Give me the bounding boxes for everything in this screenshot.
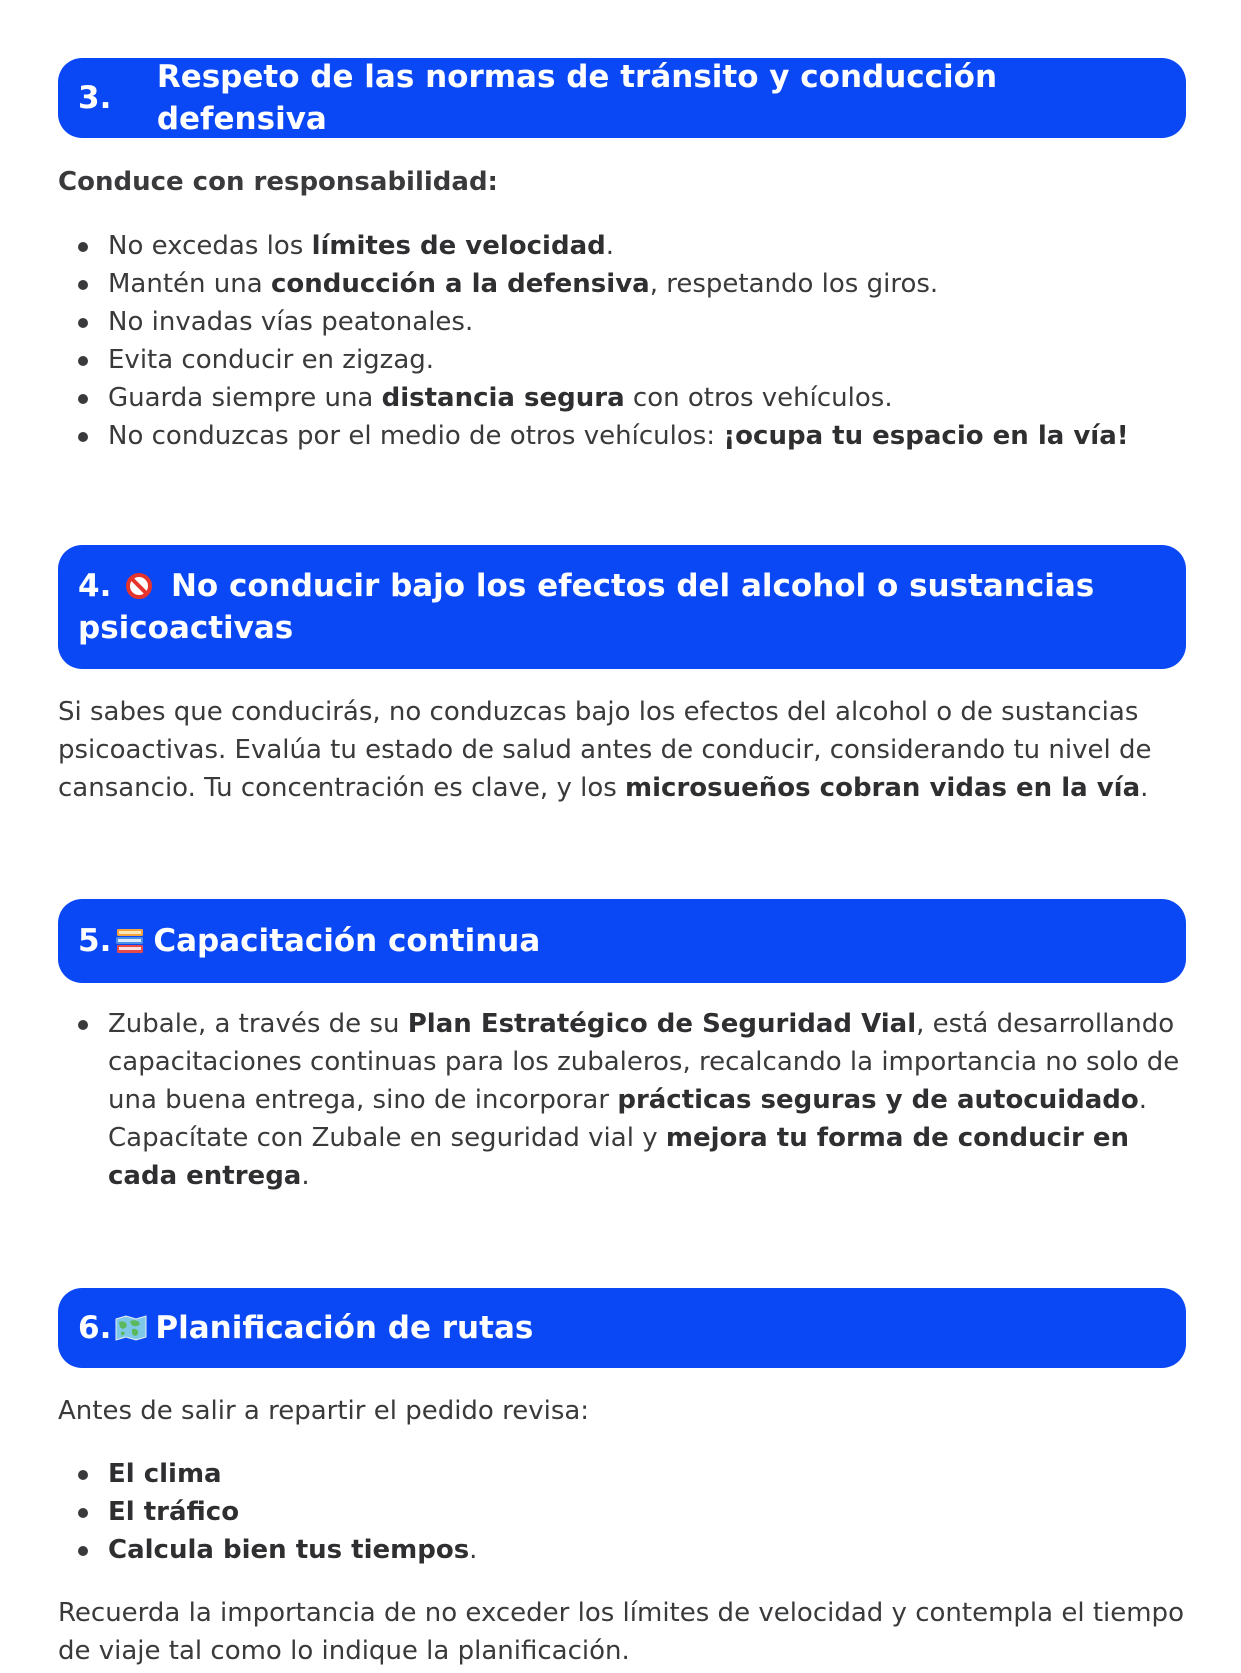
- section-5-title: Capacitación continua: [153, 923, 541, 959]
- section-5-number: 5.: [78, 923, 112, 959]
- section-5-header: [58, 899, 1186, 983]
- list-item: No invadas vías peatonales.: [58, 303, 1188, 341]
- section-6-list: [58, 1455, 1188, 1569]
- section-5-list: [58, 1005, 1188, 1195]
- books-icon: [115, 926, 145, 956]
- section-4-title-line2: psicoactivas: [78, 610, 294, 646]
- section-6-title: Planificación de rutas: [155, 1310, 534, 1346]
- section-3-number: 3.: [78, 80, 112, 116]
- no-entry-icon: [126, 573, 152, 599]
- list-item: Evita conducir en zigzag.: [58, 341, 1188, 379]
- section-3-list: [58, 227, 1188, 455]
- section-6-closing: Recuerda la importancia de no exceder los límites de velocidad y contempla el tiempo de viaje tal como lo indique la planificación.: [58, 1598, 1184, 1666]
- list-item: No excedas los límites de velocidad.: [58, 227, 1188, 265]
- section-4-number: 4.: [78, 568, 112, 604]
- section-4-title-line1: No conducir bajo los efectos del alcohol o sustancias: [170, 568, 1095, 604]
- list-item: Guarda siempre una distancia segura con otros vehículos.: [58, 379, 1188, 417]
- section-4-body: Si sabes que conducirás, no conduzcas bajo los efectos del alcohol o de sustancias psicoactivas. Evalúa tu estado de salud antes de conducir, considerando tu nivel de cansancio. Tu concentración es clave, y los microsueños cobran vidas en la vía.: [58, 697, 1152, 803]
- list-item: No conduzcas por el medio de otros vehículos: ¡ocupa tu espacio en la vía!: [58, 417, 1188, 455]
- section-3-lead: Conduce con responsabilidad:: [58, 167, 498, 197]
- section-6-number: 6.: [78, 1310, 112, 1346]
- list-item: Calcula bien tus tiempos.: [58, 1531, 1188, 1569]
- section-6-header: [58, 1288, 1186, 1368]
- list-item: Zubale, a través de su Plan Estratégico de Seguridad Vial, está desarrollando capacitaciones continuas para los zubaleros, recalcando la importancia no solo de una buena entrega, sino de incorporar prácticas seguras y de autocuidado. Capacítate con Zubale en seguridad vial y mejora tu forma de conducir en cada entrega.: [58, 1005, 1188, 1195]
- section-3-title: Respeto de las normas de tránsito y conducción defensiva: [156, 59, 998, 137]
- list-item: El clima: [58, 1455, 1188, 1493]
- world-map-icon: [115, 1315, 147, 1341]
- section-6-lead: Antes de salir a repartir el pedido revisa:: [58, 1396, 590, 1426]
- section-3-header: [58, 58, 1186, 138]
- section-4-header: [58, 545, 1186, 669]
- list-item: Mantén una conducción a la defensiva, respetando los giros.: [58, 265, 1188, 303]
- list-item: El tráfico: [58, 1493, 1188, 1531]
